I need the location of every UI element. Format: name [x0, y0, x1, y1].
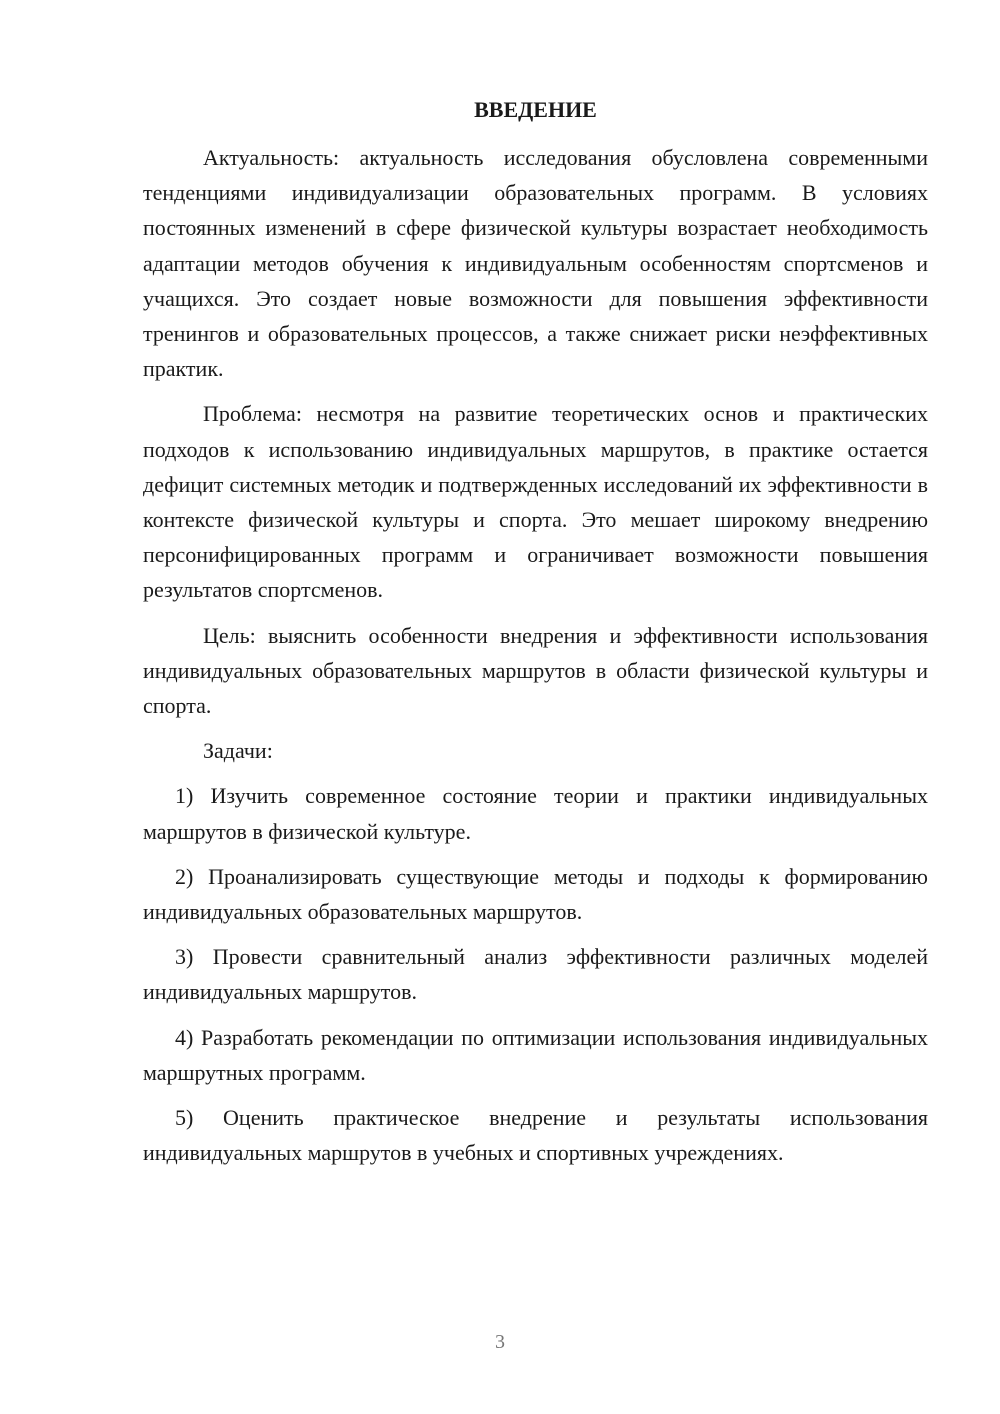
- paragraph-problem: Проблема: несмотря на развитие теоретических основ и практических подходов к использованию индивидуальных маршрутов, в практике остается дефицит системных методик и подтвержденных исследований их эффективности в контексте физической культуры и спорта. Это мешает широкому внедрению персонифицированных программ и ограничивает возможности повышения результатов спортсменов.: [143, 401, 928, 603]
- tasks-heading: Задачи:: [203, 738, 273, 764]
- task-item-1: 1) Изучить современное состояние теории и практики индивидуальных маршрутов в физической культуре.: [143, 783, 928, 844]
- document-page: [143, 92, 928, 1180]
- paragraph-goal: Цель: выяснить особенности внедрения и эффективности использования индивидуальных образовательных маршрутов в области физической культуры и спорта.: [143, 622, 928, 719]
- section-title: ВВЕДЕНИЕ: [474, 97, 597, 122]
- task-item-5: 5) Оценить практическое внедрение и результаты использования индивидуальных маршрутов в учебных и спортивных учреждениях.: [143, 1105, 928, 1166]
- tasks-list: [143, 778, 928, 1170]
- task-item-4: 4) Разработать рекомендации по оптимизации использования индивидуальных маршрутных программ.: [143, 1024, 928, 1085]
- task-item-3: 3) Провести сравнительный анализ эффективности различных моделей индивидуальных маршрутов.: [143, 944, 928, 1005]
- paragraph-relevance: Актуальность: актуальность исследования обусловлена современными тенденциями индивидуализации образовательных программ. В условиях постоянных изменений в сфере физической культуры возрастает необходимость адаптации методов обучения к индивидуальным особенностям спортсменов и учащихся. Это создает новые возможности для повышения эффективности тренингов и образовательных процессов, а также снижает риски неэффективных практик.: [143, 145, 928, 382]
- task-item-2: 2) Проанализировать существующие методы и подходы к формированию индивидуальных образовательных маршрутов.: [143, 863, 928, 925]
- page-number: 3: [495, 1331, 505, 1353]
